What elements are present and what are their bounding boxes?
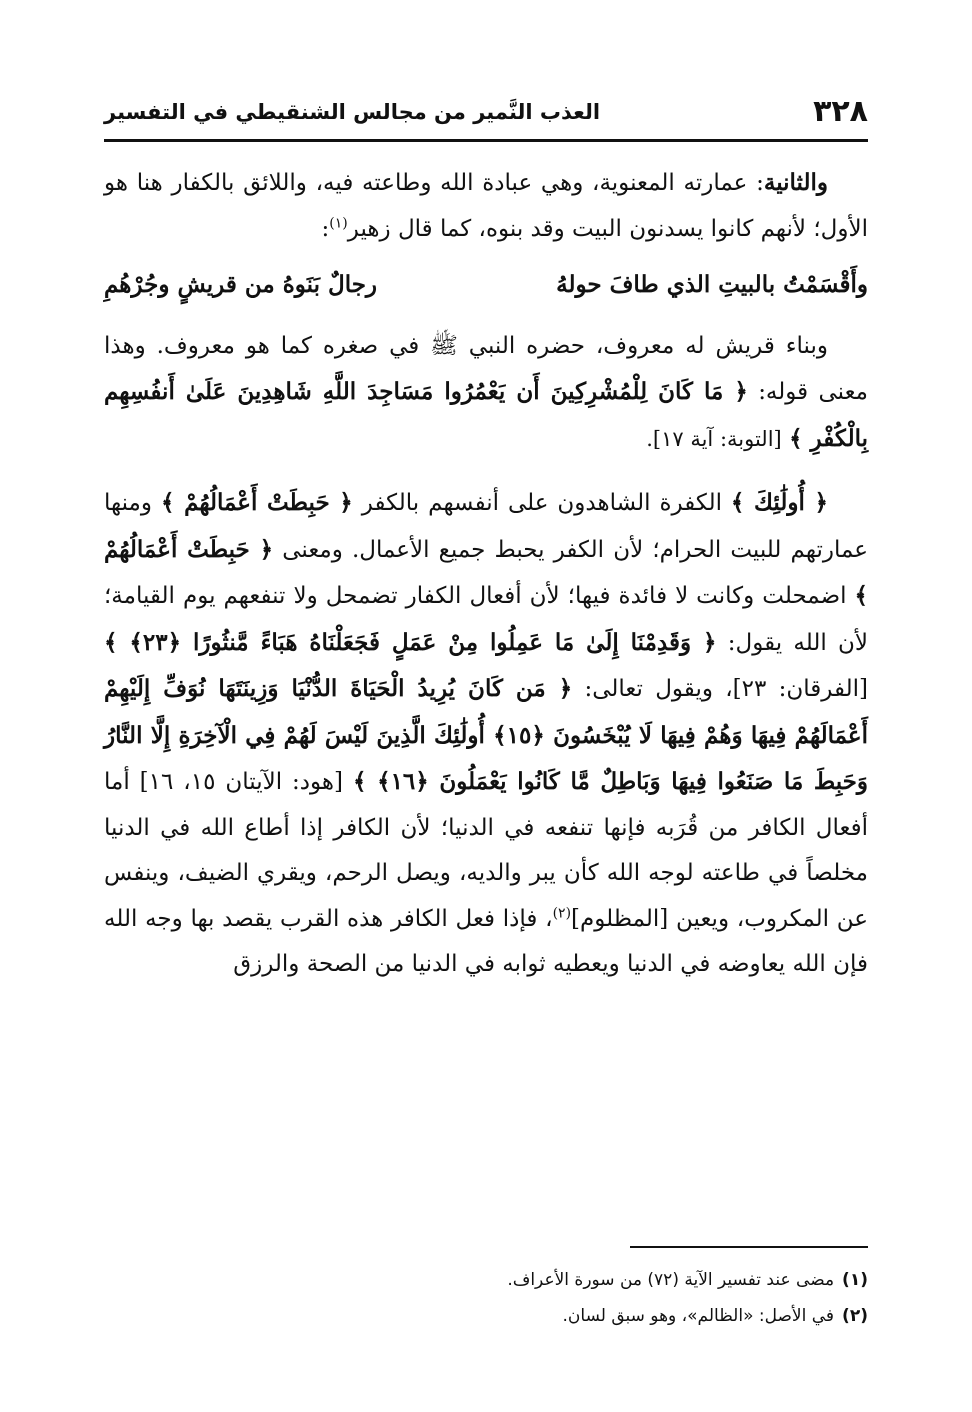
page-number: ٣٢٨	[813, 94, 868, 129]
surah-reference: [هود: الآيتان ١٥، ١٦]	[139, 769, 344, 795]
surah-reference: [الفرقان: ٢٣]، ويقول تعالى:	[584, 676, 868, 702]
paragraph-text: وبناء قريش له معروف، حضره النبي ﷺ في صغره كما هو معروف. وهذا معنى قوله:	[104, 332, 868, 405]
surah-reference: [التوبة: آية ١٧].	[646, 426, 782, 451]
paragraph-text: ومنها عمارتهم للبيت الحرام؛ لأن الكفر يحبط جميع الأعمال. ومعنى	[104, 490, 869, 563]
footnote-item	[104, 1262, 868, 1298]
footnote-text: في الأصل: «الظالم»، وهو سبق لسان.	[562, 1306, 835, 1326]
paragraph-text: ، فإذا فعل الكافر هذه القرب يقصد بها وجه الله فإن الله يعاوضه في الدنيا ويعطيه ثوابه في الدنيا من الصحة والرزق	[104, 905, 868, 977]
paragraph-text: الكفرة الشاهدون على أنفسهم بالكفر	[361, 490, 722, 516]
quran-quote: ﴿ مَا كَانَ لِلْمُشْرِكِينَ أَن يَعْمُرُوا مَسَاجِدَ اللَّهِ شَاهِدِينَ عَلَىٰ أَنفُسِهِم بِالْكُفْرِ ﴾	[104, 378, 868, 452]
poetry-verse	[104, 262, 868, 308]
paragraph-2	[104, 324, 868, 463]
footnote-number: (١)	[842, 1270, 868, 1290]
verse-first-hemistich: وأَقْسَمْتُ بالبيتِ الذي طافَ حولهُ	[556, 271, 868, 298]
paragraph-3	[104, 480, 868, 988]
verse-second-hemistich: رجالٌ بَنَوهُ من قريشٍ وجُرْهُمِ	[104, 271, 378, 298]
quran-quote: ﴿ مَن كَانَ يُرِيدُ الْحَيَاةَ الدُّنْيَا وَزِينَتَهَا نُوَفِّ إِلَيْهِمْ أَعْمَالَهُمْ فِيهَا وَهُمْ فِيهَا لَا يُبْخَسُونَ ﴿١٥﴾ أُولَٰئِكَ الَّذِينَ لَيْسَ لَهُمْ فِي الْآخِرَةِ إِلَّا النَّارُ وَحَبِطَ مَا صَنَعُوا فِيهَا وَبَاطِلٌ مَّا كَانُوا يَعْمَلُونَ ﴿١٦﴾ ﴾	[104, 675, 868, 795]
quran-quote: ﴿ حَبِطَتْ أَعْمَالُهُمْ ﴾	[160, 489, 353, 516]
paragraph-text: :	[321, 215, 330, 242]
footnote-text: مضى عند تفسير الآية (٧٢) من سورة الأعراف.	[507, 1270, 835, 1290]
running-header	[104, 92, 868, 136]
paragraph-text: : عمارته المعنوية، وهي عبادة الله وطاعته فيه، واللائق بالكفار هنا هو الأول؛ لأنهم كانوا يسدنون البيت وقد بنوه، كما قال زهير	[104, 170, 868, 242]
footnotes	[104, 1262, 868, 1334]
book-title: العذب النَّمير من مجالس الشنقيطي في التفسير	[104, 100, 601, 124]
footnote-separator	[630, 1246, 868, 1248]
quran-quote: ﴿ أُولَٰئِكَ ﴾	[730, 489, 829, 516]
main-text	[104, 160, 868, 988]
paragraph-1	[104, 160, 868, 252]
lead-word: والثانية	[763, 169, 828, 196]
paragraph-text: أما أفعال الكافر من قُرَبه فإنها تنفعه في الدنيا؛ لأن الكافر إذا أطاع الله في الدنيا مخلصاً في طاعته لوجه الله كأن يبر والديه، ويصل الرحم، ويقري الضيف، وينفس عن المكروب، ويعين [المظلوم]	[104, 769, 868, 932]
footnote-item	[104, 1298, 868, 1334]
paragraph-text: اضمحلت وكانت لا فائدة فيها؛ لأن أفعال الكفار تضمحل ولا تنفعهم يوم القيامة؛ لأن الله يقول:	[104, 583, 869, 656]
footnote-number: (٢)	[842, 1306, 868, 1326]
quran-quote: ﴿ وَقَدِمْنَا إِلَىٰ مَا عَمِلُوا مِنْ عَمَلٍ فَجَعَلْنَاهُ هَبَاءً مَّنثُورًا ﴿٢٣﴾ ﴾	[104, 628, 717, 656]
footnote-marker: (١)	[329, 214, 348, 231]
footnote-marker: (٢)	[552, 904, 572, 921]
quran-quote: ﴿ حَبِطَتْ أَعْمَالُهُمْ ﴾	[104, 535, 869, 609]
header-rule	[104, 139, 868, 142]
